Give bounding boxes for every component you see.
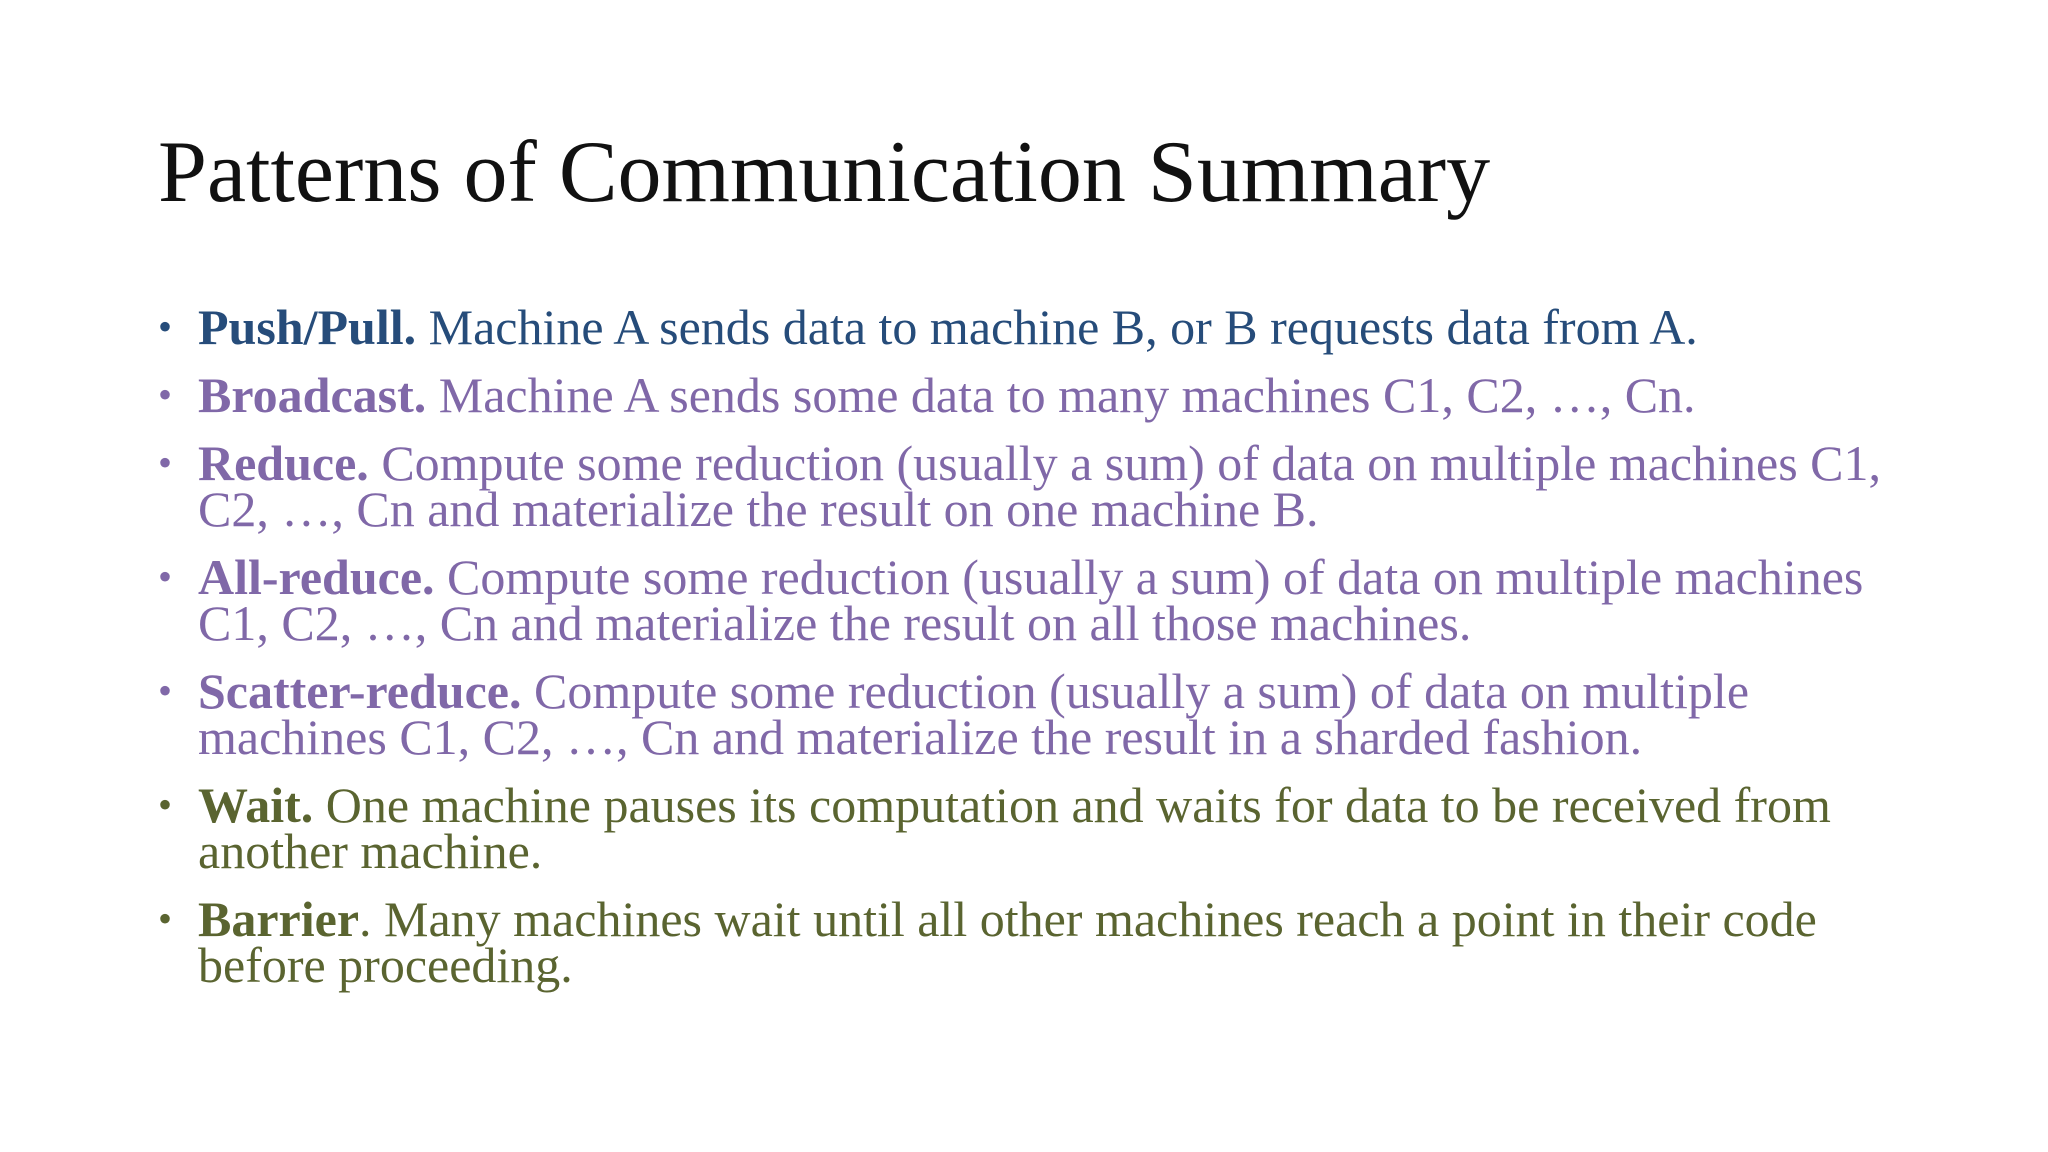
bullet-scatter-reduce (158, 663, 1918, 765)
bullet-dot-icon: • (158, 668, 173, 713)
bullet-text: . Many machines wait until all other machines reach a point in their code before proceeding. (198, 891, 1817, 993)
bullet-term: Reduce. (198, 435, 369, 491)
bullet-term: Scatter-reduce. (198, 663, 522, 719)
bullet-term: Barrier (198, 891, 360, 947)
bullet-barrier (158, 891, 1918, 993)
bullet-push-pull (158, 299, 1918, 355)
bullet-dot-icon: • (158, 372, 173, 417)
bullet-term: Broadcast. (198, 367, 427, 423)
bullet-broadcast (158, 367, 1918, 423)
bullet-dot-icon: • (158, 304, 173, 349)
bullet-dot-icon: • (158, 896, 173, 941)
bullet-text: Compute some reduction (usually a sum) of data on multiple machines C1, C2, …, Cn and materialize the result on one machine B. (198, 435, 1882, 537)
bullet-text: Compute some reduction (usually a sum) of data on multiple machines C1, C2, …, Cn and materialize the result on all those machines. (198, 549, 1864, 651)
bullet-wait (158, 777, 1918, 879)
bullet-text: Compute some reduction (usually a sum) of data on multiple machines C1, C2, …, Cn and materialize the result in a sharded fashion. (198, 663, 1750, 765)
bullet-all-reduce (158, 549, 1918, 651)
bullet-dot-icon: • (158, 554, 173, 599)
bullet-text: Machine A sends some data to many machines C1, C2, …, Cn. (426, 367, 1696, 423)
slide-title: Patterns of Communication Summary (158, 124, 1491, 221)
bullet-text: One machine pauses its computation and waits for data to be received from another machine. (198, 777, 1831, 879)
bullet-term: Push/Pull. (198, 299, 417, 355)
bullet-dot-icon: • (158, 782, 173, 827)
bullet-reduce (158, 435, 1918, 537)
bullet-term: All-reduce. (198, 549, 435, 605)
bullet-dot-icon: • (158, 440, 173, 485)
bullet-list (158, 299, 1918, 1010)
bullet-term: Wait. (198, 777, 314, 833)
bullet-text: Machine A sends data to machine B, or B requests data from A. (416, 299, 1698, 355)
